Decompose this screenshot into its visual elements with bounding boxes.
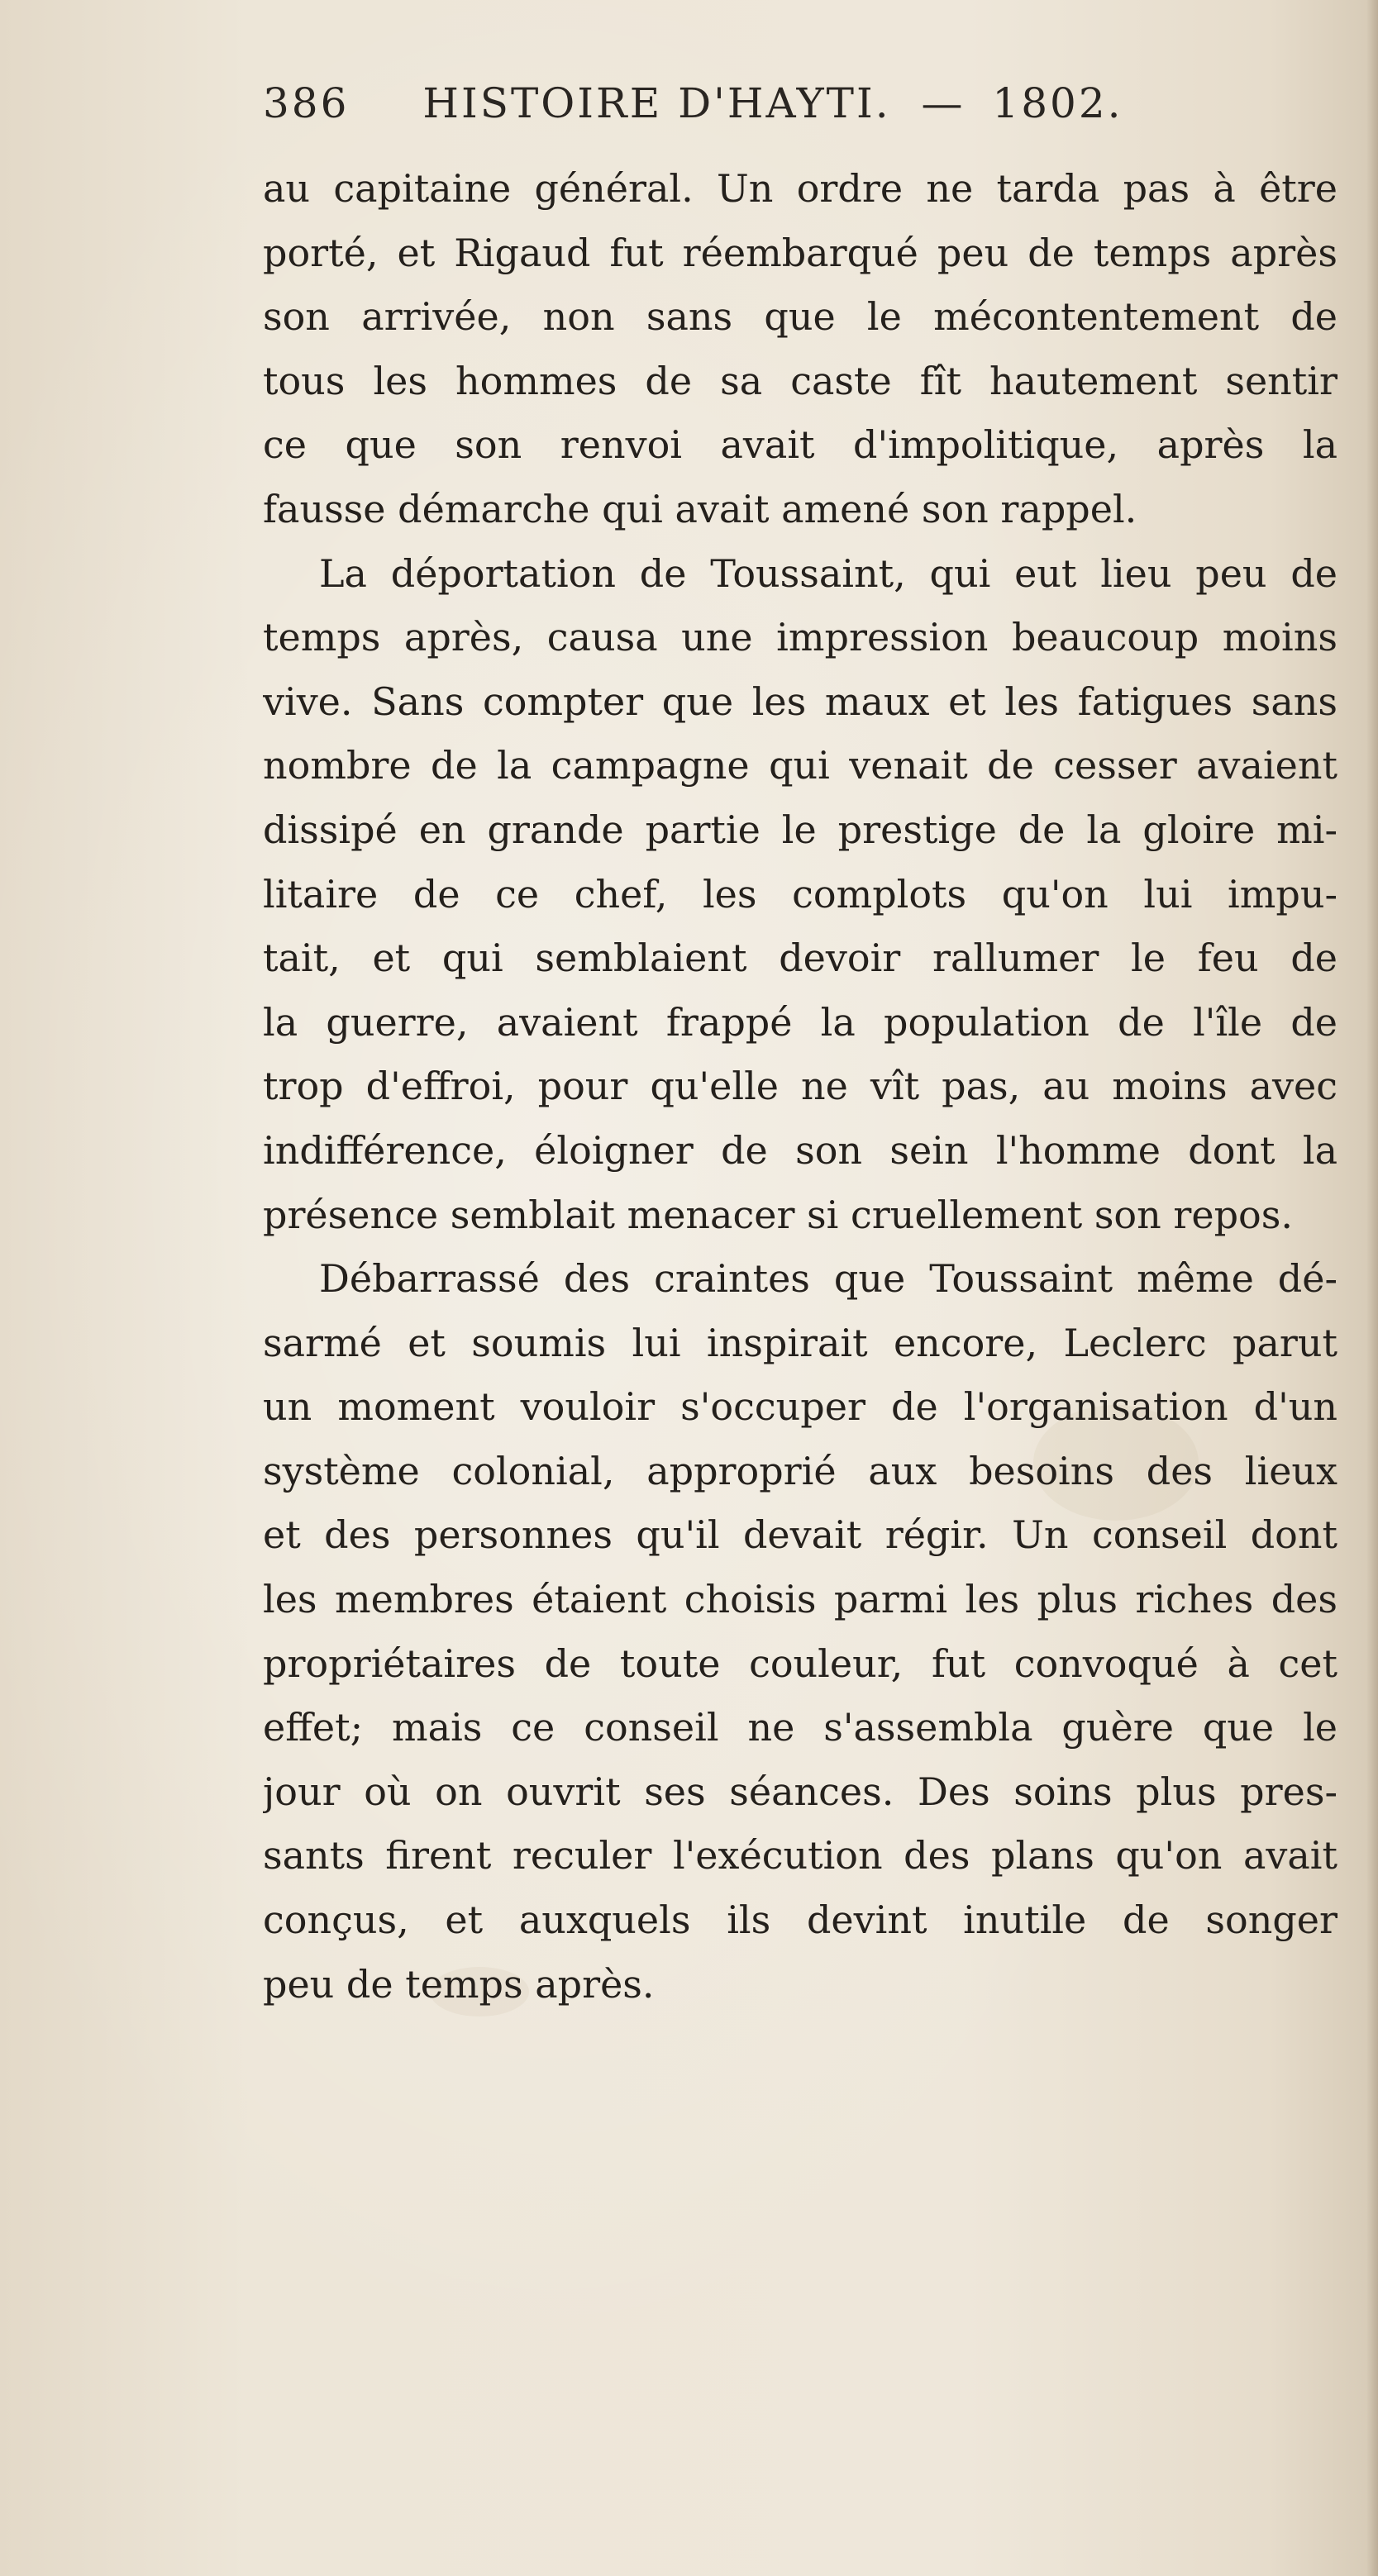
text-line: conçus, et auxquels ils devint inutile de songer <box>263 1897 1337 1943</box>
text-line: sarmé et soumis lui inspirait encore, Leclerc parut <box>263 1320 1337 1365</box>
text-line: les membres étaient choisis parmi les plus riches des <box>263 1577 1337 1622</box>
text-line: et des personnes qu'il devait régir. Un conseil dont <box>263 1512 1337 1558</box>
text-line: tous les hommes de sa caste fît hautement sentir <box>263 358 1337 403</box>
text-line: son arrivée, non sans que le mécontentement de <box>263 294 1337 340</box>
text-line: La déportation de Toussaint, qui eut lieu peu de <box>319 550 1337 596</box>
text-line: Débarrassé des craintes que Toussaint même dé- <box>319 1256 1337 1302</box>
header-year: 1802. <box>992 79 1123 127</box>
body-text <box>263 157 1337 2017</box>
text-line: présence semblait menacer si cruellement son repos. <box>263 1192 1293 1237</box>
running-title: HISTOIRE D'HAYTI. <box>422 79 891 127</box>
text-line: propriétaires de toute couleur, fut convoqué à cet <box>263 1640 1337 1686</box>
text-line: temps après, causa une impression beaucoup moins <box>263 615 1337 660</box>
text-line: peu de temps après. <box>263 1961 655 2007</box>
text-line: effet; mais ce conseil ne s'assembla guère que le <box>263 1705 1337 1750</box>
text-line: vive. Sans compter que les maux et les fatigues sans <box>263 679 1337 724</box>
text-line: ce que son renvoi avait d'impolitique, après la <box>263 422 1337 468</box>
text-line: un moment vouloir s'occuper de l'organisation d'un <box>263 1384 1337 1430</box>
paragraph-1 <box>263 157 1337 542</box>
text-line: dissipé en grande partie le prestige de la gloire mi- <box>263 807 1337 852</box>
text-line: trop d'effroi, pour qu'elle ne vît pas, au moins avec <box>263 1064 1337 1109</box>
text-line: litaire de ce chef, les complots qu'on lui impu- <box>263 871 1337 917</box>
text-line: la guerre, avaient frappé la population de l'île de <box>263 999 1337 1045</box>
text-line: jour où on ouvrit ses séances. Des soins plus pres- <box>263 1769 1337 1814</box>
text-line: porté, et Rigaud fut réembarqué peu de temps après <box>263 230 1337 275</box>
header-dash: — <box>921 79 966 127</box>
page-number: 386 <box>263 79 350 127</box>
text-line: nombre de la campagne qui venait de cesser avaient <box>263 743 1337 788</box>
text-line: tait, et qui semblaient devoir rallumer le feu de <box>263 936 1337 981</box>
text-line: fausse démarche qui avait amené son rappel. <box>263 486 1137 531</box>
text-line: indifférence, éloigner de son sein l'homme dont la <box>263 1127 1337 1173</box>
paragraph-2 <box>263 542 1337 1248</box>
paragraph-3 <box>263 1247 1337 2017</box>
page-edge-shadow <box>1366 0 1378 2576</box>
running-header <box>263 79 1172 137</box>
text-line: système colonial, approprié aux besoins des lieux <box>263 1448 1337 1493</box>
text-line: au capitaine général. Un ordre ne tarda pas à être <box>263 166 1337 211</box>
text-line: sants firent reculer l'exécution des plans qu'on avait <box>263 1833 1337 1878</box>
